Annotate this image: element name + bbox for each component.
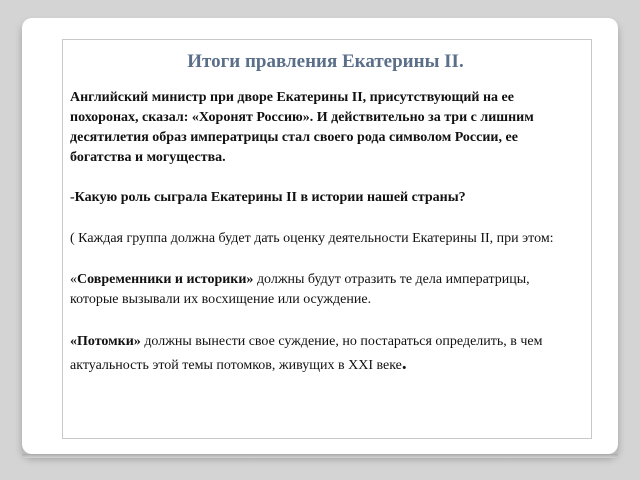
intro-paragraph: Английский министр при дворе Екатерины II, присутствующий на ее похоронах, сказал: «Хоронят Россию». И действительно за три с лишним десятилетия образ императрицы стал своего рода символом России, ее богатства и могущества.: [70, 90, 534, 165]
slide-title: Итоги правления Екатерины II.: [187, 51, 464, 72]
contemporaries-label: Современники и историки»: [77, 272, 254, 287]
slide-card: [22, 18, 618, 454]
contemporaries-open-quote: «: [70, 272, 77, 287]
content-frame: [62, 39, 592, 439]
descendants-paragraph: [70, 331, 581, 377]
task-paragraph: ( Каждая группа должна будет дать оценку деятельности Екатерины II, при этом:: [70, 231, 554, 246]
descendants-text: должны вынести свое суждение, но постараться определить, в чем актуальность этой темы потомков, живущих в XXI веке: [70, 334, 543, 373]
contemporaries-text: должны будут отразить те дела императрицы, которые вызывали их восхищение или осуждение.: [70, 272, 530, 307]
descendants-label: «Потомки»: [70, 334, 141, 349]
descendants-end-mark: .: [401, 353, 407, 374]
question-paragraph: -Какую роль сыграла Екатерины II в истории нашей страны?: [70, 190, 466, 205]
contemporaries-paragraph: [70, 270, 581, 310]
